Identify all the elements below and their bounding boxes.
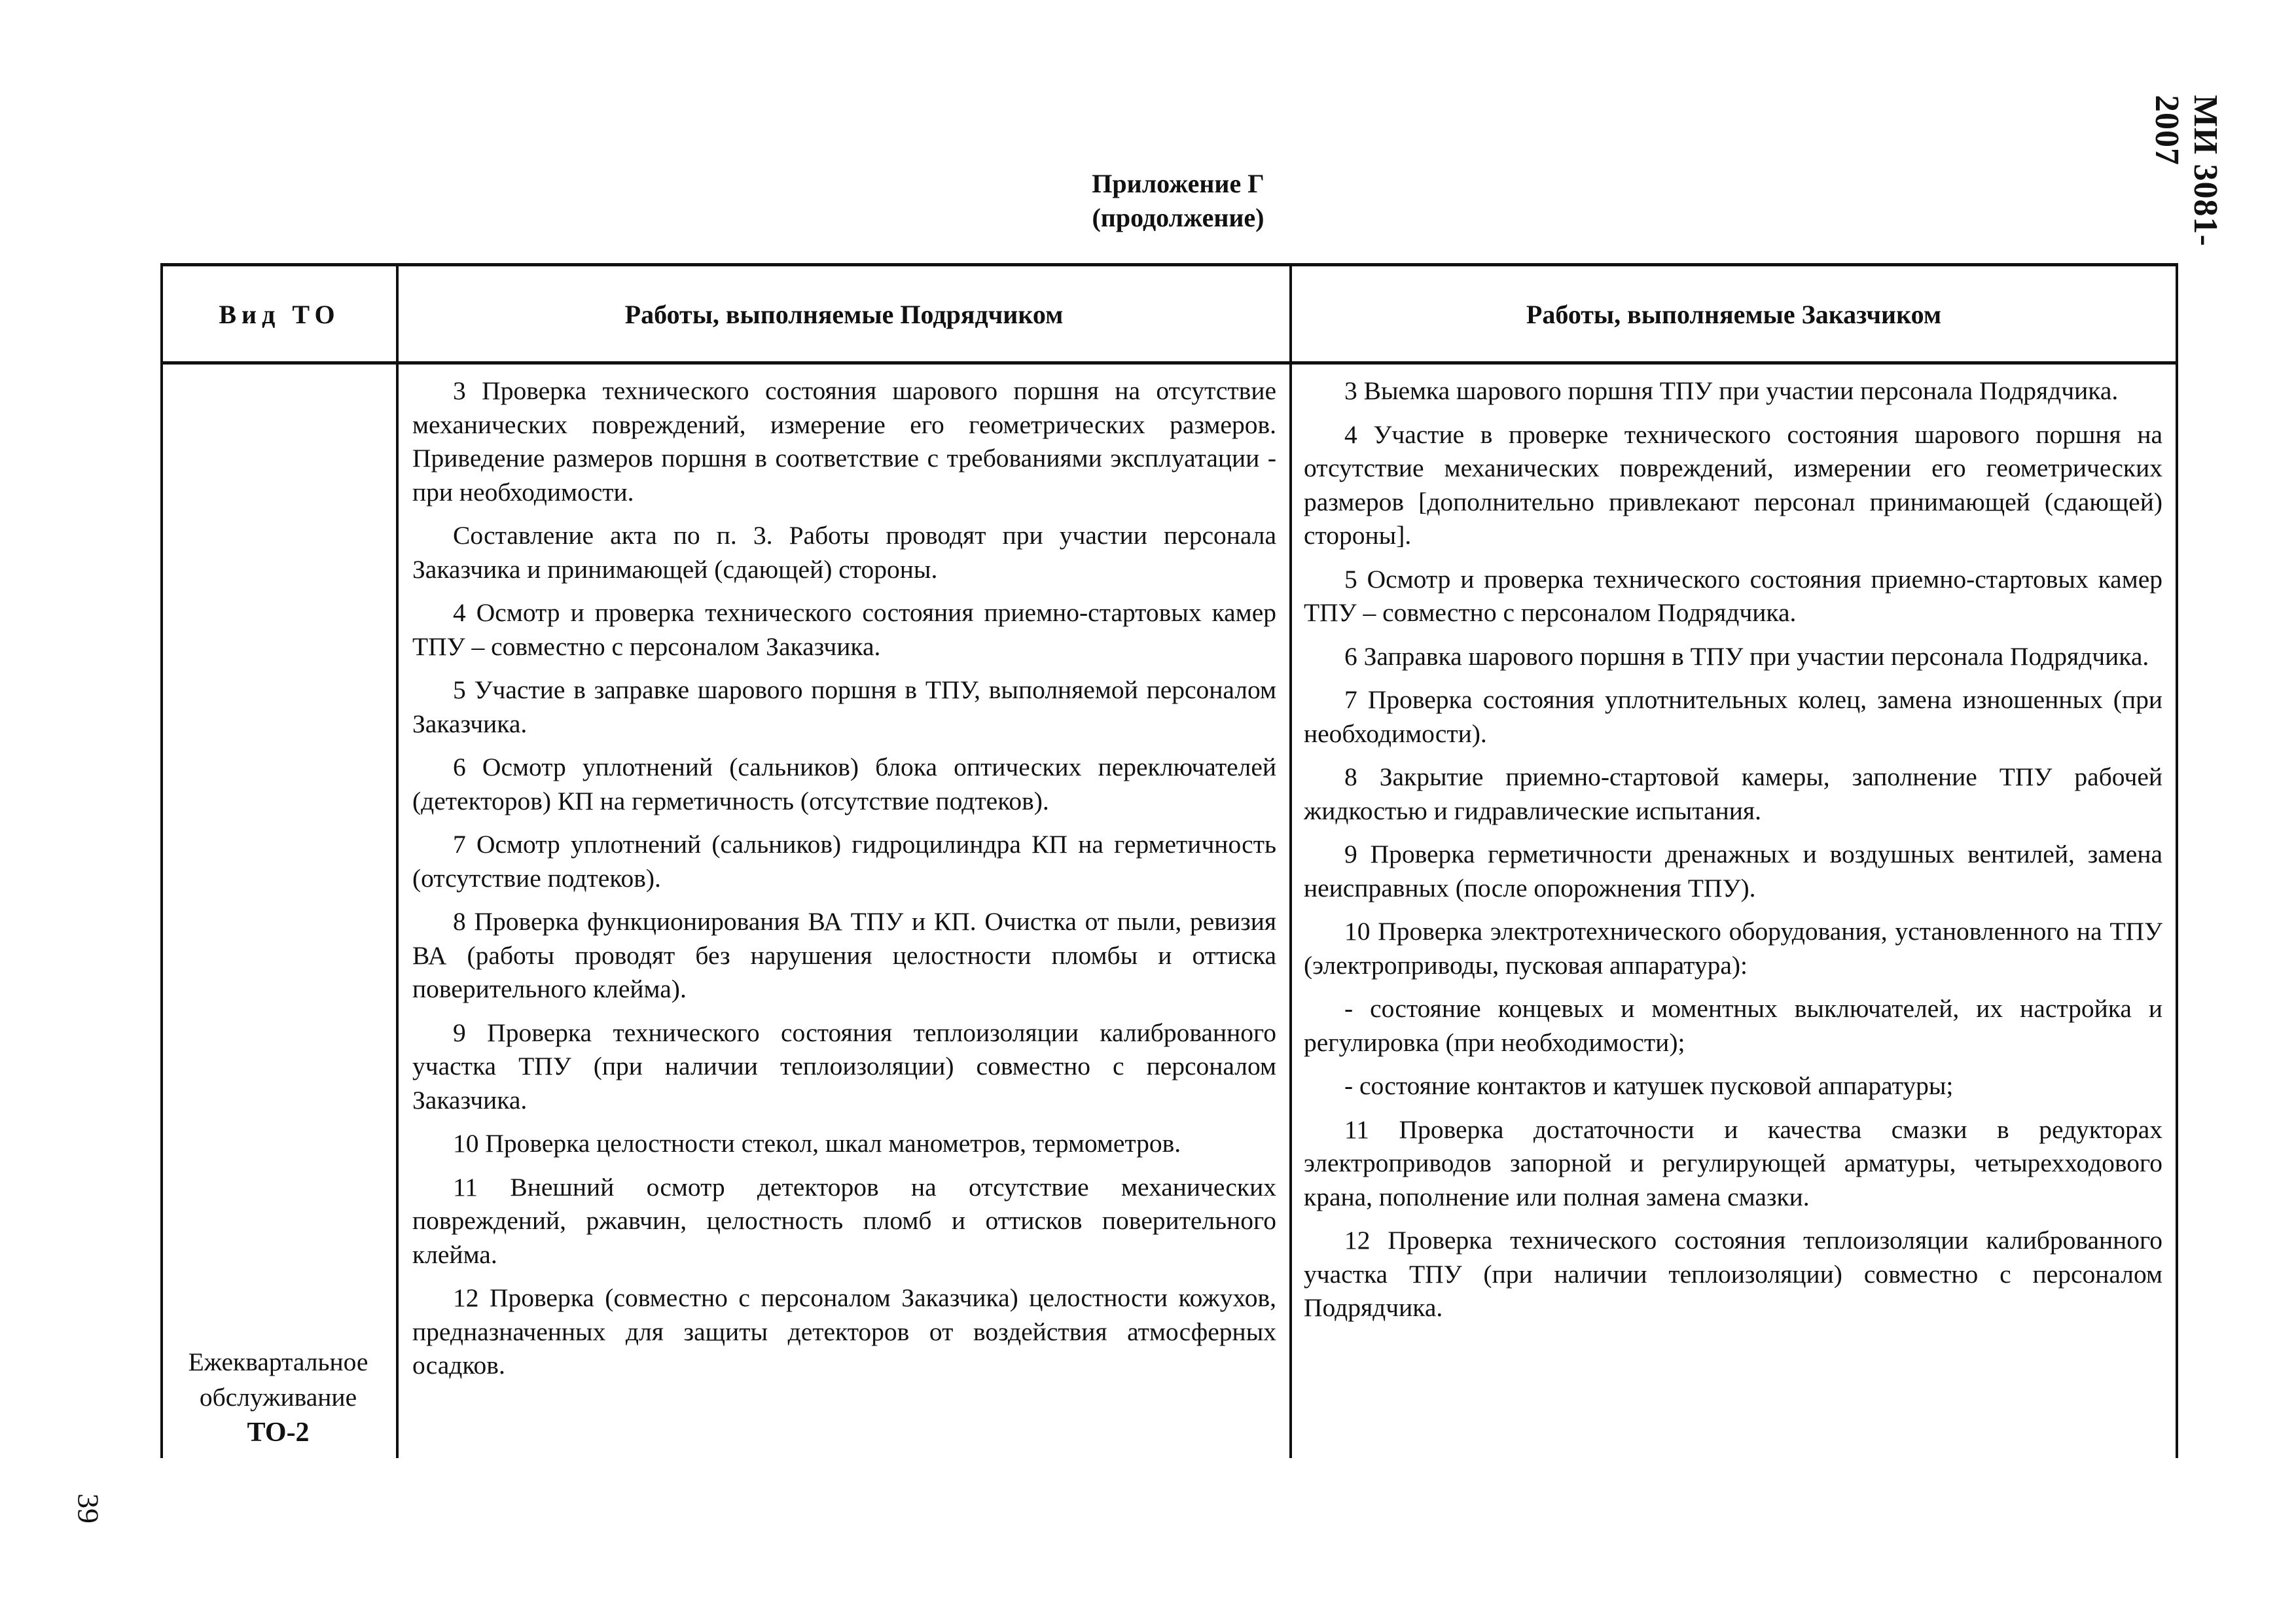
customer-work-item: 10 Проверка электротехнического оборудования, установленного на ТПУ (электроприводы, пусковая аппаратура): (1304, 917, 2162, 980)
customer-work-item: - состояние контактов и катушек пусковой аппаратуры; (1344, 1071, 1954, 1100)
contractor-work-item: 8 Проверка функционирования ВА ТПУ и КП. Очистка от пыли, ревизия ВА (работы проводят без нарушения целостности пломбы и оттиска поверительного клейма). (412, 907, 1276, 1003)
header-kind: Вид ТО (219, 299, 340, 329)
maintenance-table (160, 263, 2178, 1458)
contractor-work-item: 7 Осмотр уплотнений (сальников) гидроцилиндра КП на герметичность (отсутствие подтеков). (412, 830, 1276, 893)
contractor-works (412, 374, 1276, 1393)
table-right-border (2176, 263, 2178, 1458)
contractor-work-item: 5 Участие в заправке шарового поршня в ТПУ, выполняемой персоналом Заказчика. (412, 675, 1276, 738)
customer-work-item: 3 Выемка шарового поршня ТПУ при участии персонала Подрядчика. (1344, 376, 2119, 405)
contractor-work-item: 6 Осмотр уплотнений (сальников) блока оптических переключателей (детекторов) КП на герметичность (отсутствие подтеков). (412, 753, 1276, 815)
customer-work-item: 12 Проверка технического состояния теплоизоляции калиброванного участка ТПУ (при наличии теплоизоляции) совместно с персоналом Подрядчика. (1304, 1226, 2162, 1322)
contractor-work-item: 10 Проверка целостности стекол, шкал манометров, термометров. (453, 1129, 1181, 1158)
document-code: МИ 3081-2007 (2148, 95, 2224, 247)
appendix-subtitle: (продолжение) (1092, 203, 1265, 232)
page-number: 39 (71, 1493, 105, 1524)
appendix-heading (949, 167, 1407, 235)
appendix-title: Приложение Г (1092, 169, 1265, 198)
contractor-work-item: Составление акта по п. 3. Работы проводят при участии персонала Заказчика и принимающей (сдающей) стороны. (412, 521, 1276, 584)
customer-works (1304, 374, 2162, 1335)
customer-work-item: - состояние концевых и моментных выключателей, их настройка и регулировка (при необходимости); (1304, 994, 2162, 1057)
header-customer: Работы, выполняемые Заказчиком (1526, 299, 1942, 329)
customer-work-item: 8 Закрытие приемно-стартовой камеры, заполнение ТПУ рабочей жидкостью и гидравлические испытания. (1304, 762, 2162, 825)
kind-line-2: обслуживание (199, 1383, 357, 1412)
kind-line-1: Ежеквартальное (188, 1347, 368, 1376)
kind-cell (160, 365, 396, 1458)
header-contractor: Работы, выполняемые Подрядчиком (624, 299, 1064, 329)
customer-work-item: 9 Проверка герметичности дренажных и воздушных вентилей, замена неисправных (после опорожнения ТПУ). (1304, 840, 2162, 902)
customer-work-item: 6 Заправка шарового поршня в ТПУ при участии персонала Подрядчика. (1344, 641, 2149, 671)
customer-work-item: 4 Участие в проверке технического состояния шарового поршня на отсутствие механических повреждений, измерении его геометрических размеров [дополнительно привлекают персонал принимающей (сдающей) стороны]. (1304, 419, 2162, 550)
table-col-divider-1 (396, 263, 399, 1458)
kind-code: ТО-2 (247, 1418, 310, 1448)
table-top-border (160, 263, 2178, 266)
customer-work-item: 5 Осмотр и проверка технического состояния приемно-стартовых камер ТПУ – совместно с персоналом Подрядчика. (1304, 564, 2162, 627)
contractor-work-item: 4 Осмотр и проверка технического состояния приемно-стартовых камер ТПУ – совместно с персоналом Заказчика. (412, 598, 1276, 661)
customer-work-item: 7 Проверка состояния уплотнительных колец, замена изношенных (при необходимости). (1304, 685, 2162, 748)
table-header-divider (160, 361, 2178, 365)
customer-work-item: 11 Проверка достаточности и качества смазки в редукторах электроприводов запорной и регулирующей арматуры, четырехходового крана, пополнение или полная замена смазки. (1304, 1115, 2162, 1211)
contractor-work-item: 12 Проверка (совместно с персоналом Заказчика) целостности кожухов, предназначенных для защиты детекторов от воздействия атмосферных осадков. (412, 1283, 1276, 1380)
contractor-work-item: 3 Проверка технического состояния шарового поршня на отсутствие механических повреждений, измерение его геометрических размеров. Приведение размеров поршня в соответствие с требованиями эксплуатации - при необходимости. (412, 376, 1276, 507)
kind-label (160, 1344, 396, 1450)
contractor-work-item: 11 Внешний осмотр детекторов на отсутствие механических повреждений, ржавчин, целостность пломб и оттисков поверительного клейма. (412, 1172, 1276, 1269)
table-col-divider-2 (1289, 263, 1292, 1458)
contractor-work-item: 9 Проверка технического состояния теплоизоляции калиброванного участка ТПУ (при наличии теплоизоляции) совместно с персоналом Заказчика. (412, 1018, 1276, 1115)
